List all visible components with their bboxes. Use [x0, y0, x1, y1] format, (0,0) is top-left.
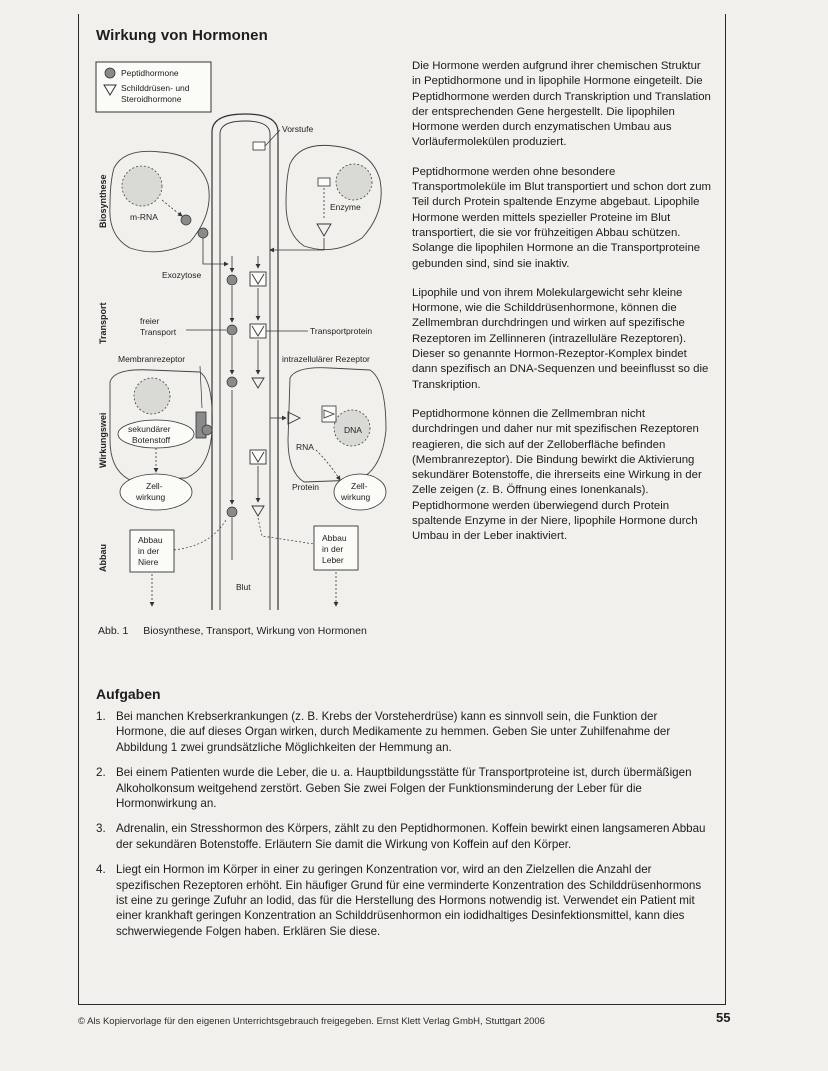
steroid-producing-cell: [286, 145, 381, 249]
task-number: 1.: [96, 710, 106, 723]
cell-effect-label-2: wirkung: [136, 492, 166, 502]
hormone-diagram: [90, 60, 395, 620]
protein-label: Protein: [292, 482, 319, 492]
task-text: Adrenalin, ein Stresshormon des Körpers, zählt zu den Peptidhormonen. Koffein bewirkt einen langsameren Abbau der sekundären Botenstoffe. Erläutern Sie damit die Wirkung von Koffein auf den Körper.: [116, 822, 706, 851]
peptide-producing-cell: [110, 151, 209, 252]
kidney-label-2: in der: [138, 546, 160, 556]
free-transport-label-2: Transport: [140, 327, 177, 337]
mrna-label: m-RNA: [130, 212, 158, 222]
task-item: [96, 709, 710, 755]
enzyme-label: Enzyme: [330, 202, 361, 212]
kidney-label-1: Abbau: [138, 535, 163, 545]
task-number: 4.: [96, 863, 106, 877]
task-text: Bei manchen Krebserkrankungen (z. B. Krebs der Vorsteherdrüse) kann es sinnvoll sein, die Funktion der Hormone, die auf dieses Organ wirken, durch Medikamente zu hemmen. Geben Sie unter Zuhilfenahme der Abbildung 1 zwei grundsätzliche Möglichkeiten der Hemmung an.: [116, 710, 671, 754]
section-label-biosynthese: Biosynthese: [98, 174, 108, 228]
page-title: Wirkung von Hormonen: [96, 27, 268, 44]
blood-label: Blut: [236, 582, 251, 592]
peptide-transport-column: [227, 256, 237, 560]
steroid-transport-column: [250, 256, 266, 516]
figure-caption-text: Biosynthese, Transport, Wirkung von Hormonen: [143, 625, 367, 637]
free-transport-label-1: freier: [140, 316, 160, 326]
task-text: Liegt ein Hormon im Körper in einer zu geringen Konzentration vor, wird an den Zielzellen die Anzahl der spezifischen Rezeptoren erhöht. Ein häufiger Grund für eine verminderte Konzentration des Schilddrüsenhormons ist eine zu geringe Zufuhr an Iodid, das für die Herstellung des Hormons notwendig ist. Verwendet ein Patient mit einer krankhaft geringen Konzentration an Schilddrüsenhormon ein iodidhaltiges Desinfektionsmittel, kann dies schwerwiegende Folgen haben. Erklären Sie diese.: [116, 863, 702, 938]
precursor-label: Vorstufe: [282, 124, 314, 134]
paragraph: Peptidhormone können die Zellmembran nicht durchdringen und daher nur mit spezifischen Rezeptoren reagieren, die sich auf der Zelloberfläche befinden (Membranrezeptor). Die Bindung bewirkt die Aktivierung sekundärer Botenstoffe, die ihrerseits eine Wirkung in der Zelle zeigen (z. B. Öffnung eines Ionenkanals). Peptidhormone werden überwiegend durch Protein spaltende Enzyme in der Niere, lipophile Hormone durch Umbau in der Leber inaktiviert.: [412, 407, 702, 543]
legend-steroid-label-2: Steroidhormone: [121, 94, 182, 104]
legend: [96, 62, 211, 112]
page-number: 55: [716, 1010, 731, 1025]
legend-peptide-label: Peptidhormone: [121, 68, 179, 78]
second-messenger-label-1: sekundärer: [128, 424, 171, 434]
figure-number: Abb. 1: [98, 625, 129, 637]
copyright-footer: © Als Kopiervorlage für den eigenen Unterrichtsgebrauch freigegeben. Ernst Klett Verlag GmbH, Stuttgart 2006: [78, 1016, 545, 1027]
second-messenger-label-2: Botenstoff: [132, 435, 171, 445]
task-list: [96, 709, 710, 949]
task-item: [96, 765, 710, 811]
tasks-heading: Aufgaben: [96, 686, 161, 702]
legend-steroid-label-1: Schilddrüsen- und: [121, 83, 190, 93]
cell-effect-right-label-2: wirkung: [341, 492, 371, 502]
cell-effect-right-label-1: Zell-: [351, 481, 368, 491]
blood-vessel: [212, 114, 278, 610]
task-number: 3.: [96, 822, 106, 836]
transport-protein-label: Transportprotein: [310, 326, 373, 336]
intracellular-receptor-label: intrazellulärer Rezeptor: [282, 354, 370, 364]
paragraph: Die Hormone werden aufgrund ihrer chemischen Struktur in Peptidhormone und in lipophile Hormone eingeteilt. Die Peptidhormone werden durch Transkription und Translation der entsprechenden Gene hergestellt. Die lipophilen Hormone werden durch enzymatischen Umbau aus Vorläufermolekülen produziert.: [412, 60, 711, 149]
section-label-abbau: Abbau: [98, 544, 108, 572]
task-text: Bei einem Patienten wurde die Leber, die u. a. Hauptbildungsstätte für Transportproteine ist, durch übermäßigen Alkoholkonsum weitgehend zerstört. Geben Sie zwei Folgen der Funktionsminderung der Leber für die Hormonwirkung an.: [116, 766, 692, 811]
rna-label: RNA: [296, 442, 314, 452]
peptide-legend-icon: [105, 68, 115, 78]
liver-label-1: Abbau: [322, 533, 347, 543]
explanation-text: [412, 59, 712, 559]
task-number: 2.: [96, 766, 106, 780]
target-cell-intracellular-receptor: [270, 368, 386, 510]
kidney-label-3: Niere: [138, 557, 159, 567]
membrane-receptor-label: Membranrezeptor: [118, 354, 186, 364]
task-item: [96, 821, 710, 852]
task-item: [96, 862, 710, 939]
section-label-transport: Transport: [98, 302, 108, 344]
figure-caption: [98, 625, 367, 637]
exocytosis-label: Exozytose: [162, 270, 202, 280]
cell-effect-label-1: Zell-: [146, 481, 163, 491]
section-label-wirkungsweise: Wirkungswei: [98, 412, 108, 468]
paragraph: Peptidhormone werden ohne besondere Transportmoleküle im Blut transportiert und schon dort zum Teil durch Protein spaltende Enzyme abgebaut. Lipophile Hormone werden mittels spezieller Proteine im Blut transportiert, die sie vor frühzeitigen Abbau schützen. Solange die lipophilen Hormone an die Transportproteine gebunden sind, sind sie inaktiv.: [412, 165, 712, 270]
dna-label: DNA: [344, 425, 362, 435]
liver-label-3: Leber: [322, 555, 344, 565]
paragraph: Lipophile und von ihrem Molekulargewicht sehr kleine Hormone, wie die Schilddrüsenhormone, können die Zellmembran durchdringen und wirken auf spezifische Rezeptoren im Zellinneren (intrazelluläre Rezeptoren). Dieser so genannte Hormon-Rezeptor-Komplex bindet dann spezifisch an DNA-Sequenzen und beeinflusst so die Transkription.: [412, 286, 709, 391]
liver-label-2: in der: [322, 544, 344, 554]
